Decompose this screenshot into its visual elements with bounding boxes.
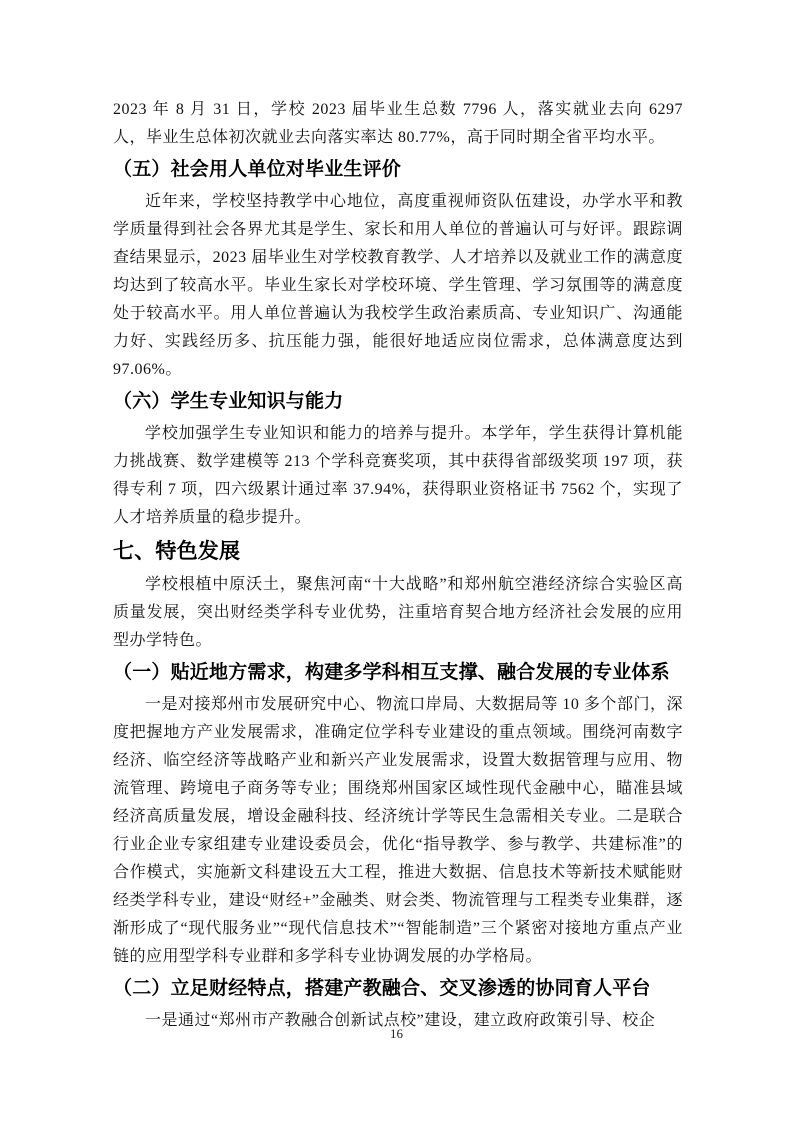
page-content <box>113 0 683 1035</box>
page-number: 16 <box>390 1026 403 1041</box>
section-heading-6-student-knowledge: （六）学生专业知识与能力 <box>113 391 344 412</box>
section-heading-1-professional-system: （一）贴近地方需求，构建多学科相互支撑、融合发展的专业体系 <box>113 662 670 683</box>
section-heading-2-collaborative-platform: （二）立足财经特点，搭建产教融合、交叉渗透的协同育人平台 <box>113 978 651 999</box>
section-heading-5-employer-evaluation: （五）社会用人单位对毕业生评价 <box>113 159 402 180</box>
paragraph: 一是对接郑州市发展研究中心、物流口岸局、大数据局等 10 多个部门，深度把握地方产业发展需求，准确定位学科专业建设的重点领域。围绕河南数字经济、临空经济等战略产业和新兴产业发展需求，设置大数据管理与应用、物流管理、跨境电子商务等专业；围绕郑州国家区域性现代金融中心，瞄准县域经济高质量发展，增设金融科技、经济统计学等民生急需相关专业。二是联合行业企业专家组建专业建设委员会，优化“指导教学、参与教学、共建标准”的合作模式，实施新文科建设五大工程，推进大数据、信息技术等新技术赋能财经类学科专业，建设“财经+”金融类、财会类、物流管理与工程类专业集群，逐渐形成了“现代服务业”“现代信息技术”“智能制造”三个紧密对接地方重点产业链的应用型学科专业群和多学科专业协调发展的办学格局。 <box>113 696 683 965</box>
paragraph: 学校加强学生专业知识和能力的培养与提升。本学年，学生获得计算机能力挑战赛、数学建模等 213 个学科竞赛奖项，其中获得省部级奖项 197 项，获得专利 7 项，四六级累计通过率 37.94%，获得职业资格证书 7562 个，实现了人才培养质量的稳步提升。 <box>113 425 683 526</box>
paragraph: 一是通过“郑州市产教融合创新试点校”建设，建立政府政策引导、校企 <box>145 1012 656 1029</box>
chapter-heading-7-characteristic-development: 七、特色发展 <box>113 540 241 563</box>
paragraph: 近年来，学校坚持教学中心地位，高度重视师资队伍建设，办学水平和教学质量得到社会各界尤其是学生、家长和用人单位的普遍认可与好评。跟踪调查结果显示，2023 届毕业生对学校教育教学、人才培养以及就业工作的满意度均达到了较高水平。毕业生家长对学校环境、学生管理、学习氛围等的满意度处于较高水平。用人单位普遍认为我校学生政治素质高、专业知识广、沟通能力好、实践经历多、抗压能力强，能很好地适应岗位需求，总体满意度达到 97.06%。 <box>113 193 683 378</box>
paragraph-continuation: 2023 年 8 月 31 日，学校 2023 届毕业生总数 7796 人，落实就业去向 6297 人，毕业生总体初次就业去向落实率达 80.77%，高于同时期全省平均水平。 <box>113 101 683 146</box>
paragraph: 学校根植中原沃土，聚焦河南“十大战略”和郑州航空港经济综合实验区高质量发展，突出财经类学科专业优势，注重培育契合地方经济社会发展的应用型办学特色。 <box>113 576 683 649</box>
